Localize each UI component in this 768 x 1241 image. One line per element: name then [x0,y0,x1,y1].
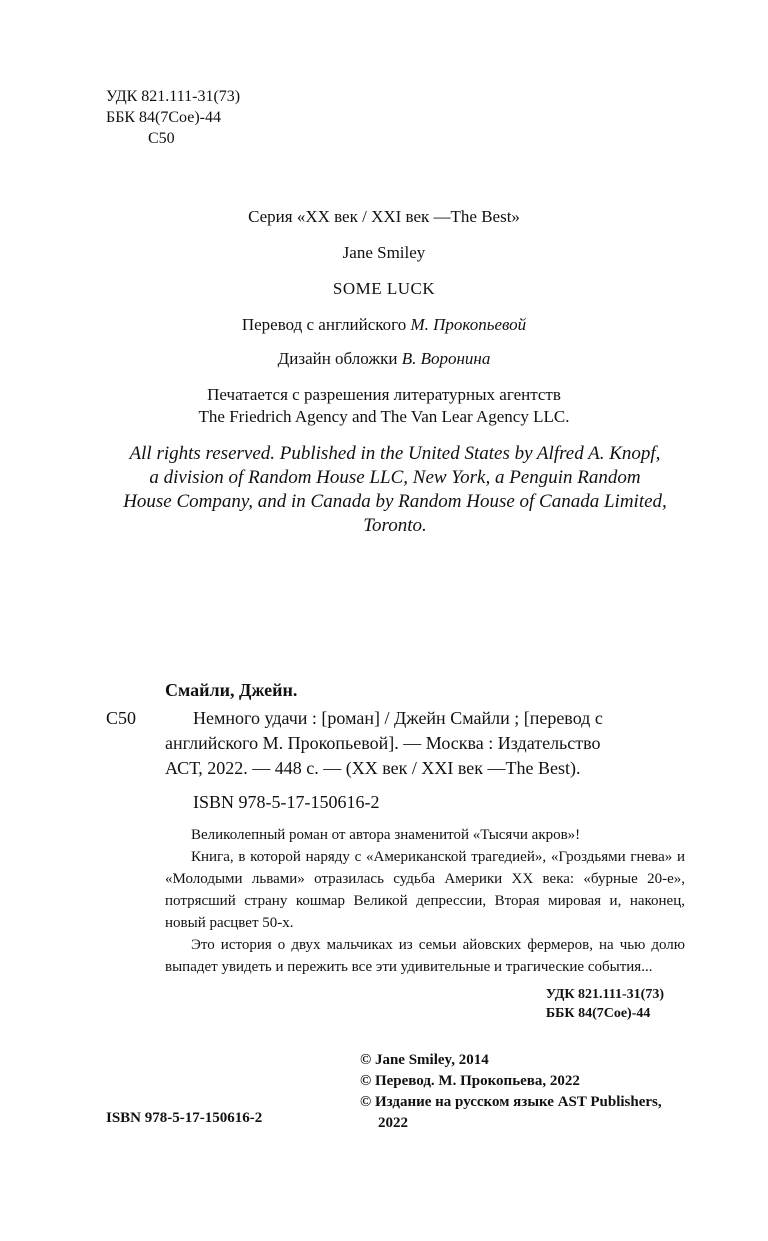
catalog-isbn: ISBN 978-5-17-150616-2 [193,792,380,812]
copyright-line: © Jane Smiley, 2014 [360,1052,489,1068]
catalog-author-heading: Смайли, Джейн. [165,680,298,700]
bottom-isbn: ISBN 978-5-17-150616-2 [106,1110,263,1126]
original-title: SOME LUCK [332,279,436,298]
translator-name: М. Прокопьевой [410,315,527,334]
rights-line: House Company, and in Canada by Random House of Canada Limited, [123,491,667,512]
udk-code: УДК 821.111-31(73) [545,987,664,1002]
translation-prefix: Перевод с английского [241,315,411,334]
header-classification-codes [106,86,240,149]
rights-line: All rights reserved. Published in the United States by Alfred A. Knopf, [129,443,661,464]
footer-classification-codes [546,985,664,1023]
rights-line: Toronto. [363,515,427,536]
catalog-code: С50 [106,708,137,728]
permission-line-1: Печатается с разрешения литературных агентств [207,385,561,404]
annotation-paragraph: Это история о двух мальчиках из семьи айовских фермеров, на чью долю выпадет увидеть и пережить все эти удивительные и трагические события... [165,937,685,975]
author-original-name: Jane Smiley [342,243,426,262]
annotation-paragraph: Великолепный роман от автора знаменитой «Тысячи акров»! [191,827,581,843]
series-line: Серия «XX век / XXI век —The Best» [248,207,520,226]
bbk-code: ББК 84(7Сое)-44 [545,1006,651,1021]
translation-credit [0,314,768,336]
author-mark-code: С50 [148,130,175,147]
rights-line: a division of Random House LLC, New York, a Penguin Random [149,467,641,488]
permission-line-2: The Friedrich Agency and The Van Lear Agency LLC. [198,407,570,426]
designer-name: В. Воронина [401,349,491,368]
bbk-code: ББК 84(7Сое)-44 [106,109,221,126]
rights-notice [100,442,690,538]
copyright-block [360,1050,662,1134]
catalog-entry-line: АСТ, 2022. — 448 с. — (XX век / XXI век —The Best). [165,758,581,778]
design-credit [0,348,768,370]
annotation [165,824,685,978]
catalog-entry-line: английского М. Прокопьевой]. — Москва : Издательство [165,733,601,753]
copyright-line: © Перевод. М. Прокопьева, 2022 [360,1073,580,1089]
copyright-line: 2022 [378,1115,408,1131]
udk-code: УДК 821.111-31(73) [106,88,241,105]
design-prefix: Дизайн обложки [277,349,402,368]
annotation-paragraph: Книга, в которой наряду с «Американской трагедией», «Гроздьями гнева» и «Молодыми львами» отразилась судьба Америки XX века: «бурные 20-е», потрясший страну кошмар Великой депрессии, Вторая мировая и, наконец, новый расцвет 50-х. [165,849,685,931]
copyright-line: © Издание на русском языке AST Publishers, [360,1094,662,1110]
permission-notice [0,384,768,428]
catalog-entry-line: Немного удачи : [роман] / Джейн Смайли ; [перевод с [193,708,603,728]
